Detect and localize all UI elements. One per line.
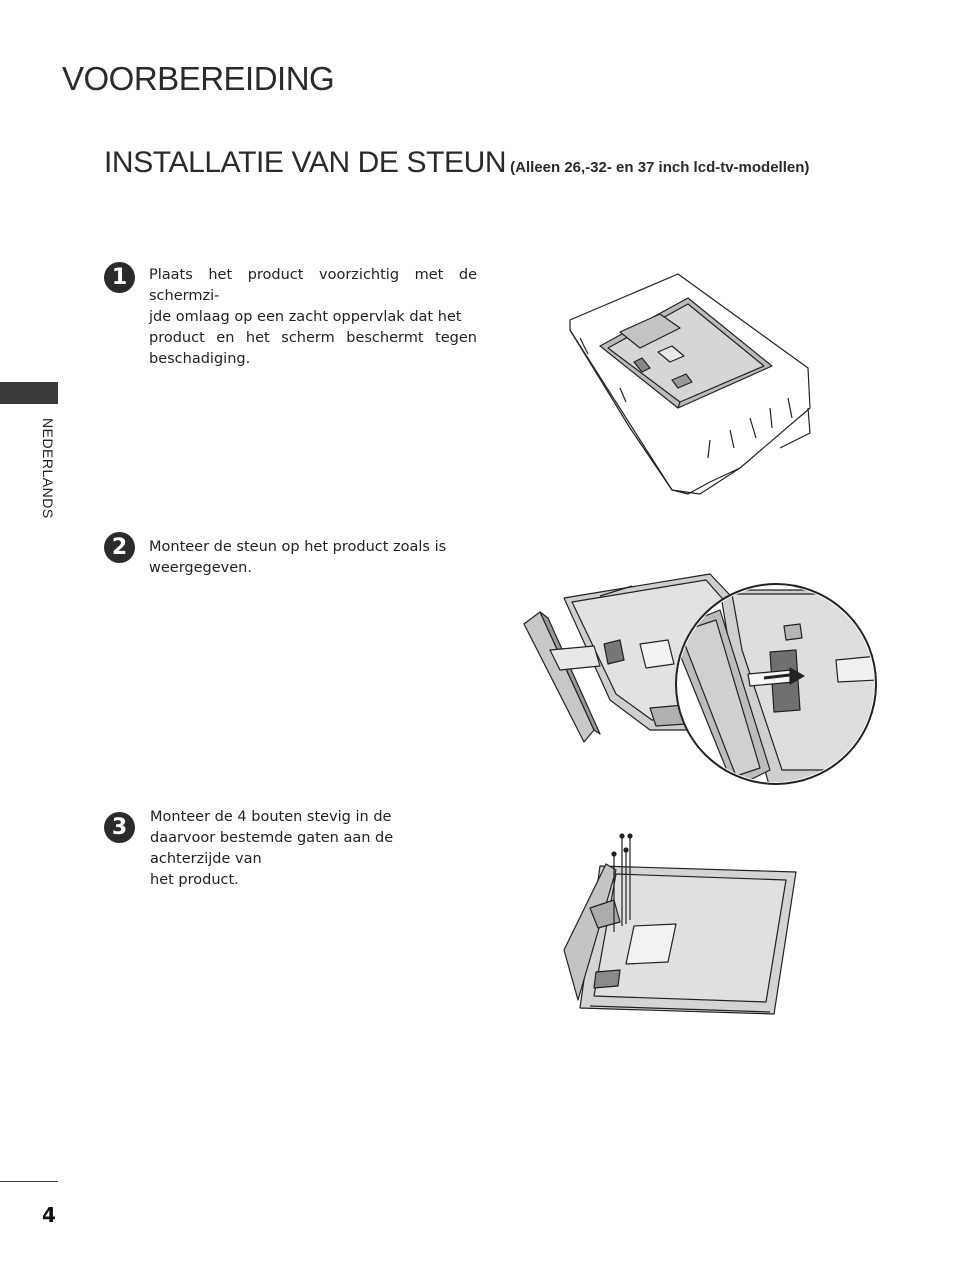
page-title-text: INSTALLATIE VAN DE STEUN: [104, 146, 507, 179]
step-3-line: daarvoor bestemde gaten aan de achterzijde van: [150, 830, 394, 867]
step-1-line: product en het scherm beschermt tegen: [149, 330, 477, 346]
language-label: NEDERLANDS: [40, 418, 56, 519]
mount-stand-illustration: [520, 570, 878, 788]
language-tab-marker: [0, 382, 58, 404]
step-2-number: 2: [104, 532, 135, 563]
step-3-text: [150, 807, 478, 891]
footer-rule: [0, 1181, 58, 1182]
step-2-text: [149, 537, 477, 579]
step-1-number: 1: [104, 262, 135, 293]
step-1-line: Plaats het product voorzichtig met de schermzi-: [149, 267, 477, 304]
bolts-illustration: [560, 828, 802, 1018]
step-3-line: het product.: [150, 872, 239, 888]
step-1-text: [149, 265, 477, 370]
page-title: [104, 146, 809, 180]
step-1-line: jde omlaag op een zacht oppervlak dat het: [149, 309, 462, 325]
page-number: 4: [42, 1203, 56, 1227]
step-1-line: beschadiging.: [149, 351, 251, 367]
tv-on-cloth-illustration: [560, 268, 820, 500]
step-3-line: Monteer de 4 bouten stevig in de: [150, 809, 392, 825]
step-2-line: weergegeven.: [149, 560, 252, 576]
step-3-number: 3: [104, 812, 135, 843]
page-subtitle: (Alleen 26,-32- en 37 inch lcd-tv-modellen): [510, 159, 810, 176]
section-title: VOORBEREIDING: [62, 60, 335, 97]
step-2-line: Monteer de steun op het product zoals is: [149, 539, 447, 555]
